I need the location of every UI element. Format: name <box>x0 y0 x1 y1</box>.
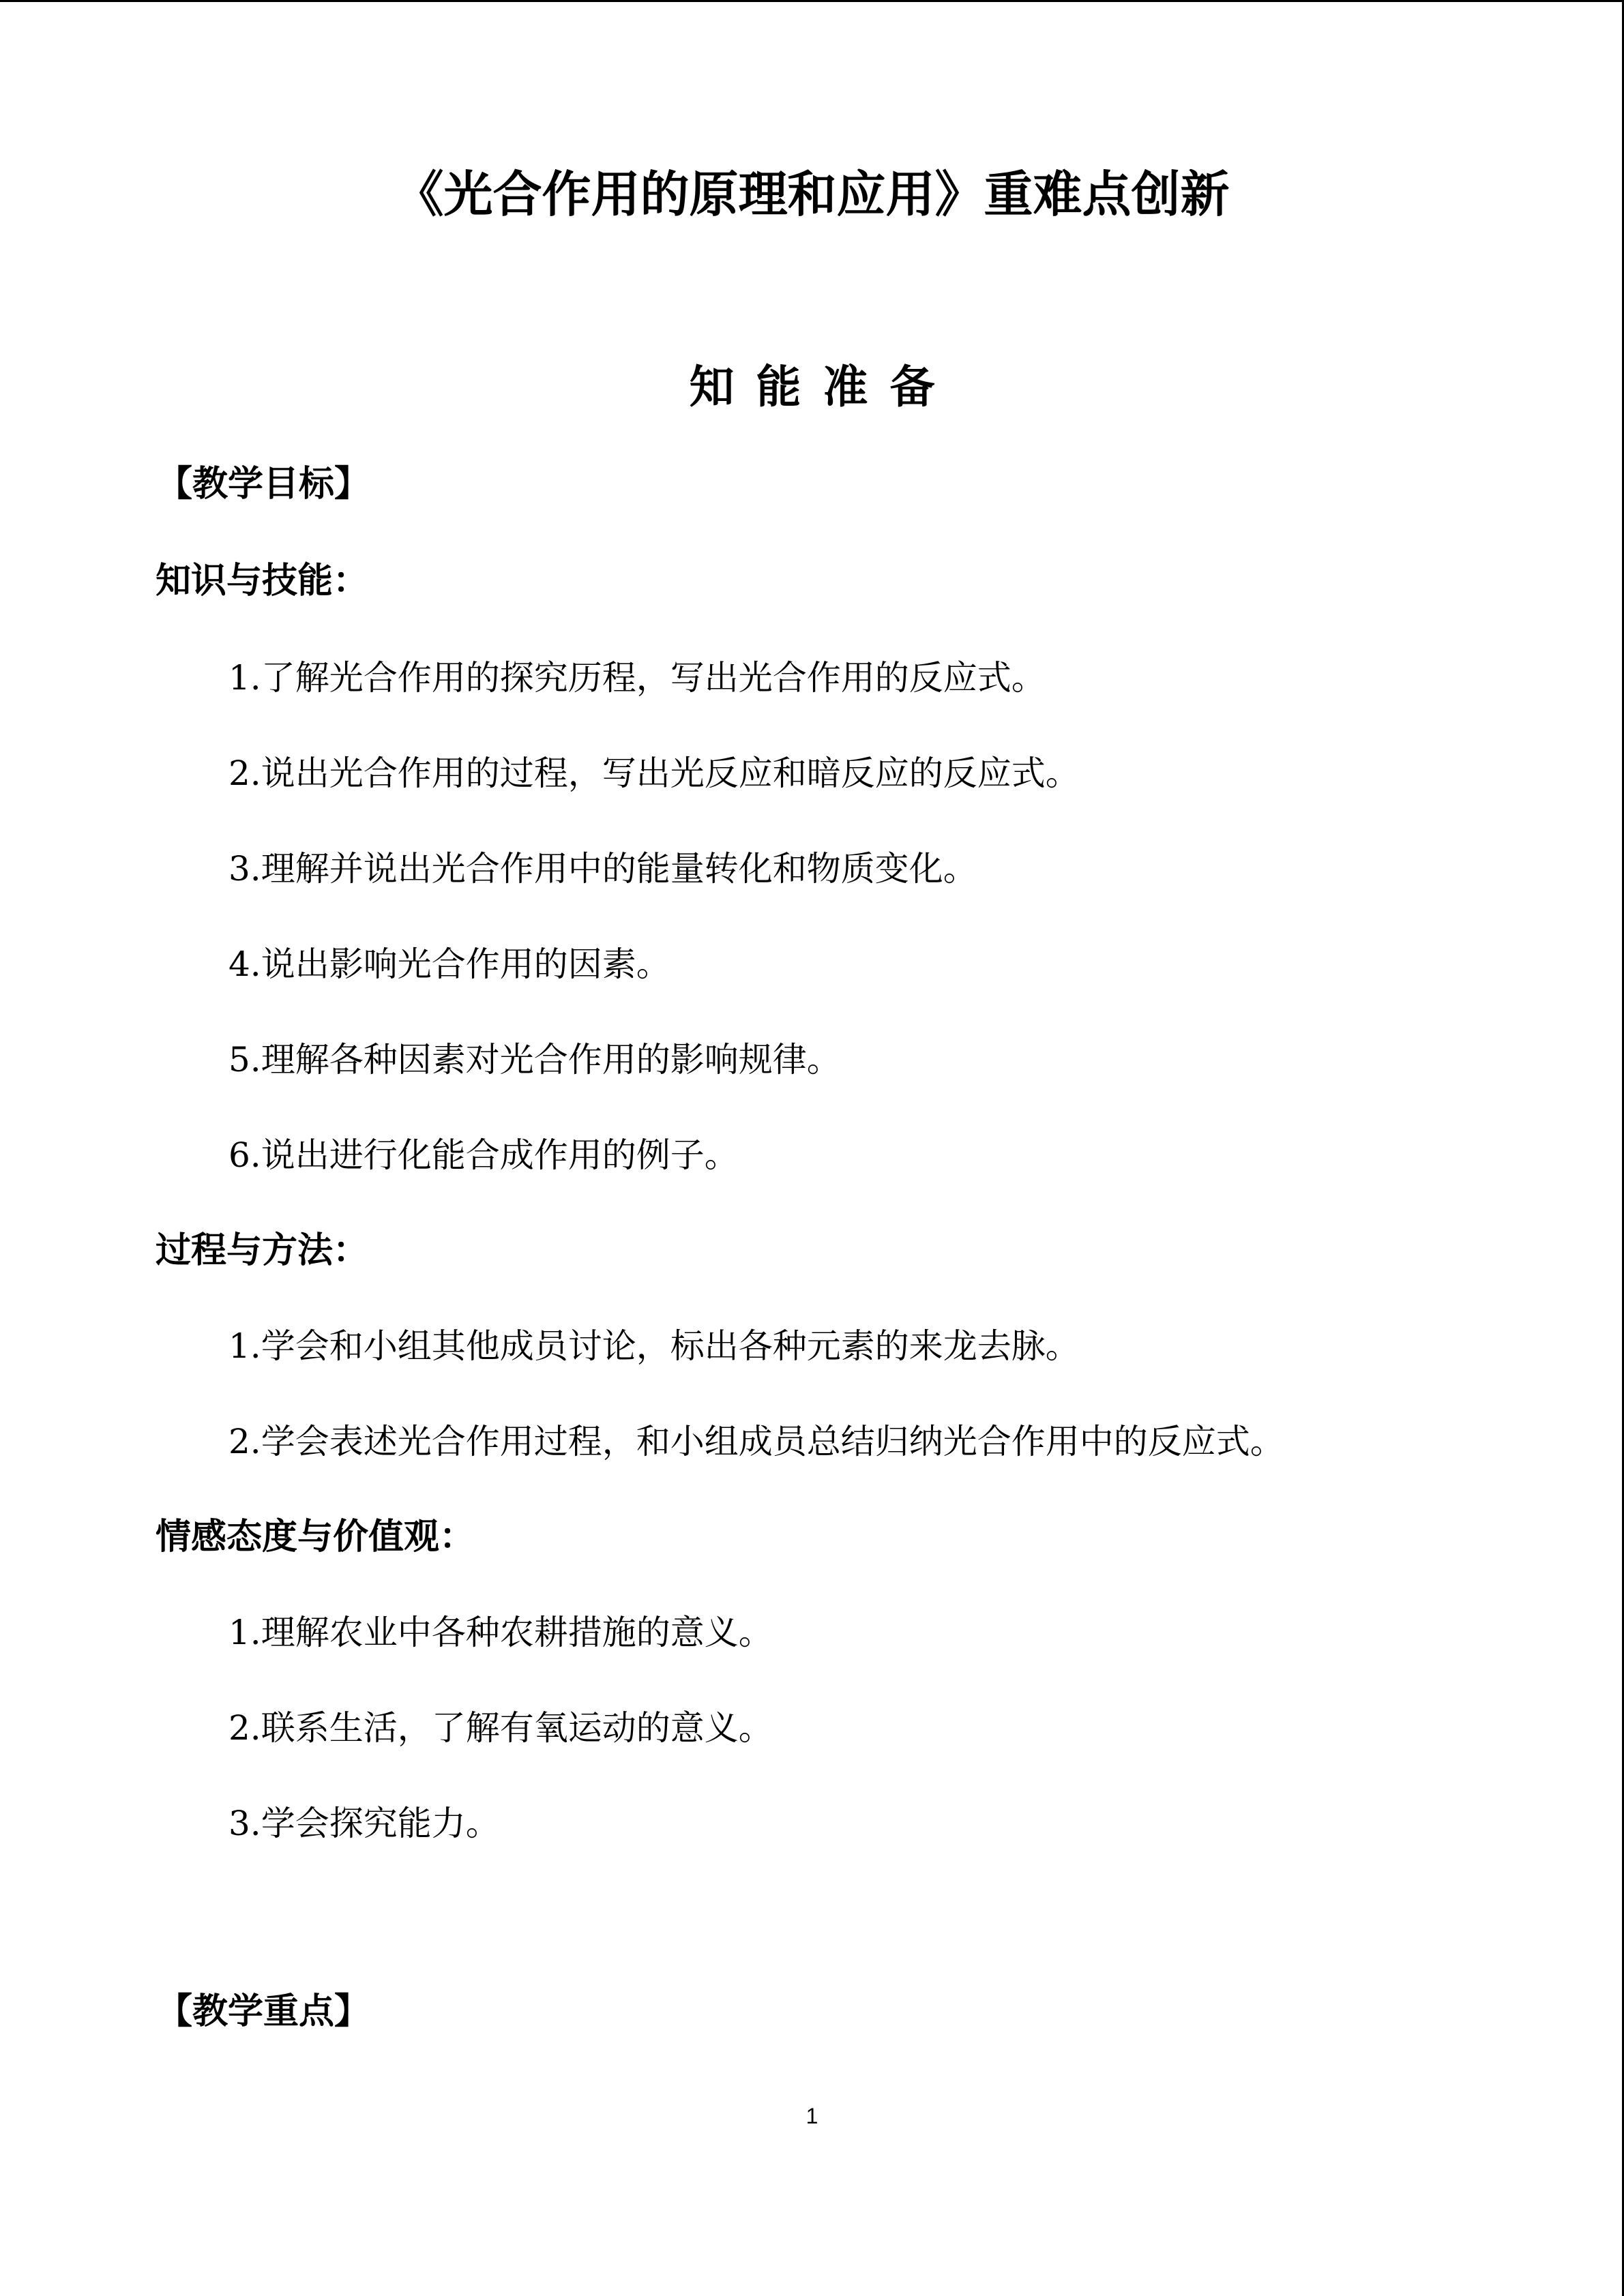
list-item: 1.了解光合作用的探究历程，写出光合作用的反应式。 <box>228 658 1046 698</box>
document-title: 《光合作用的原理和应用》重难点创新 <box>394 166 1230 223</box>
page-number: 1 <box>806 2104 818 2128</box>
list-item: 5.理解各种因素对光合作用的影响规律。 <box>228 1040 841 1079</box>
list-item: 2.学会表述光合作用过程，和小组成员总结归纳光合作用中的反应式。 <box>228 1422 1284 1461</box>
list-item: 6.说出进行化能合成作用的例子。 <box>228 1135 739 1175</box>
list-item: 2.联系生活，了解有氧运动的意义。 <box>228 1708 773 1748</box>
list-item: 1.理解农业中各种农耕措施的意义。 <box>228 1613 773 1652</box>
list-item: 4.说出影响光合作用的因素。 <box>228 944 670 984</box>
list-item: 3.理解并说出光合作用中的能量转化和物质变化。 <box>228 849 977 889</box>
list-item: 3.学会探究能力。 <box>228 1804 500 1843</box>
teaching-focus-heading: 【教学重点】 <box>157 1991 370 2032</box>
teaching-goals-heading: 【教学目标】 <box>157 464 370 505</box>
section-title: 知能准备 <box>689 361 957 413</box>
process-methods-heading: 过程与方法： <box>156 1230 369 1271</box>
knowledge-skills-heading: 知识与技能： <box>156 561 369 601</box>
list-item: 1.学会和小组其他成员讨论，标出各种元素的来龙去脉。 <box>228 1326 1080 1366</box>
list-item: 2.说出光合作用的过程，写出光反应和暗反应的反应式。 <box>228 754 1080 793</box>
emotion-values-heading: 情感态度与价值观： <box>156 1517 475 1557</box>
